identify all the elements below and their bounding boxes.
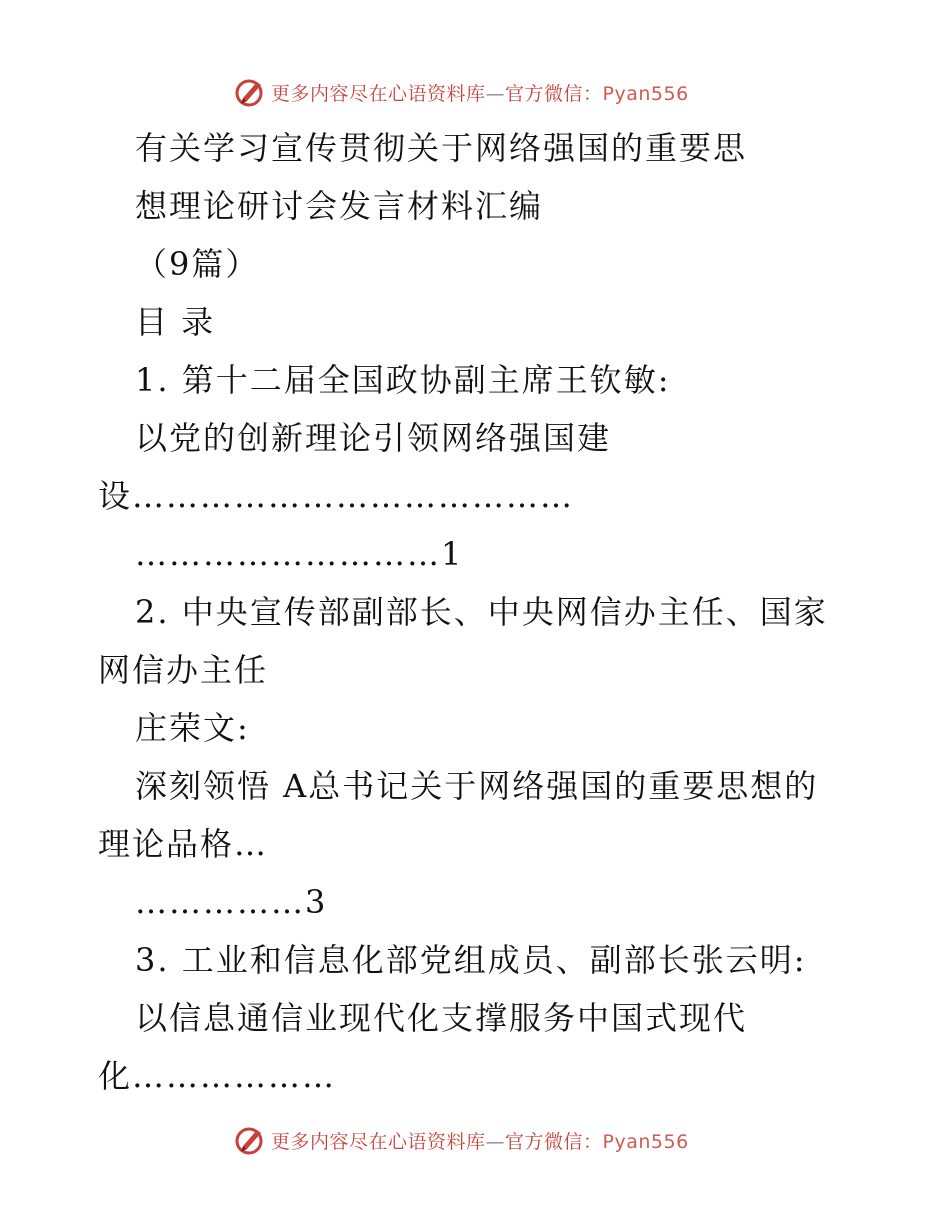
toc-line: 化……………… (98, 1057, 337, 1095)
header-banner (0, 72, 950, 112)
toc-line: 以信息通信业现代化支撑服务中国式现代 (135, 999, 748, 1037)
document-count: （9篇） (135, 245, 260, 283)
toc-heading: 目 录 (135, 303, 216, 341)
banner-wechat-label: 官方微信： (505, 1130, 603, 1153)
toc-line: ………………………1 (135, 535, 464, 573)
banner-site-text: 更多内容尽在心语资料库 (271, 82, 486, 105)
toc-line: 网信办主任 (98, 651, 269, 689)
toc-line: 2. 中央宣传部副部长、中央网信办主任、国家 (135, 593, 828, 631)
footer-banner (0, 1120, 950, 1160)
banner-separator: — (485, 1130, 506, 1153)
banner-site-text: 更多内容尽在心语资料库 (271, 1130, 486, 1153)
toc-line: 理论品格… (98, 825, 269, 863)
toc-line: 以党的创新理论引领网络强国建 (135, 419, 612, 457)
banner-wechat-label: 官方微信： (505, 82, 603, 105)
toc-line: 庄荣文: (135, 709, 250, 747)
toc-line: 深刻领悟 A总书记关于网络强国的重要思想的 (135, 767, 819, 805)
toc-line: 3. 工业和信息化部党组成员、副部长张云明: (135, 941, 807, 979)
banner-wechat-account: Pyan556 (602, 1130, 689, 1153)
toc-line: 1. 第十二届全国政协副主席王钦敏: (135, 361, 671, 399)
toc-line: ……………3 (135, 883, 328, 921)
document-title-line-2: 想理论研讨会发言材料汇编 (135, 187, 544, 225)
banner-separator: — (485, 82, 506, 105)
banner-wechat-account: Pyan556 (602, 82, 689, 105)
pen-logo-icon (233, 1124, 267, 1156)
document-title-line-1: 有关学习宣传贯彻关于网络强国的重要思 (135, 129, 748, 167)
pen-logo-icon (233, 76, 267, 108)
toc-line: 设………………………………… (98, 477, 575, 515)
